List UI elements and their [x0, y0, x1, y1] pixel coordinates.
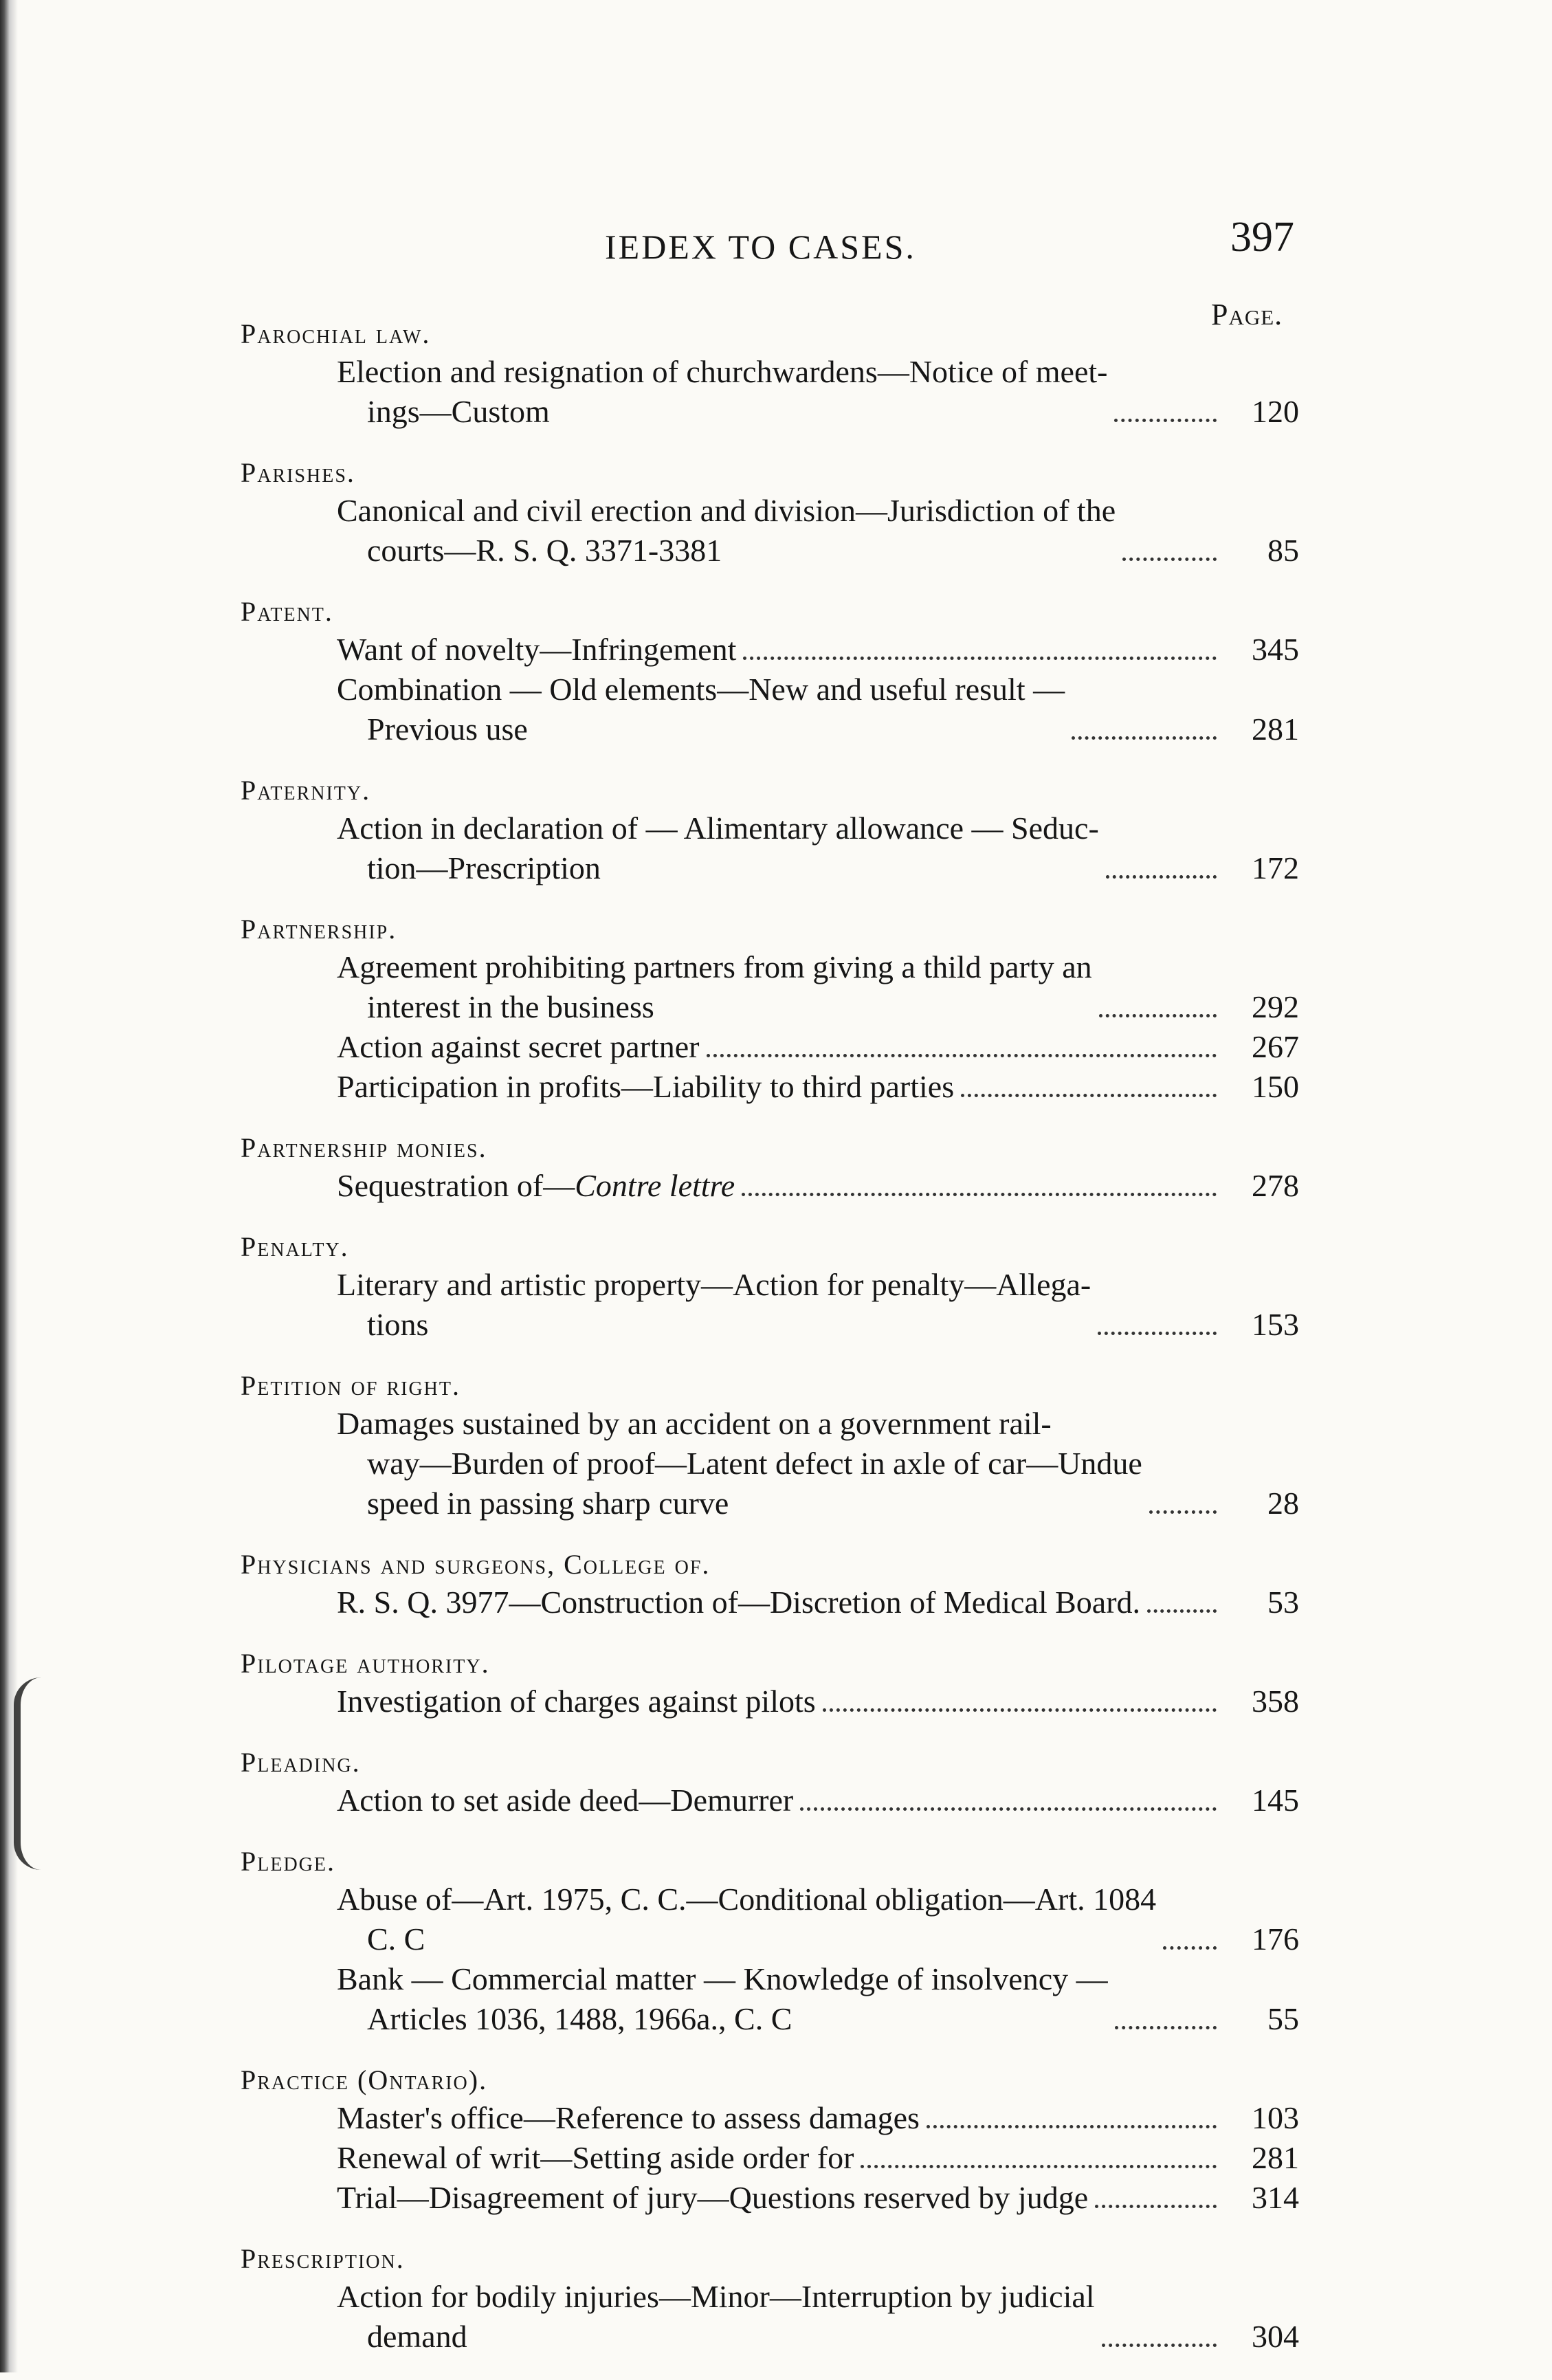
index-entry — [241, 670, 1299, 749]
entry-line: Action against secret partner — [337, 1029, 700, 1064]
index-entry — [241, 630, 1299, 670]
index-entry — [241, 1880, 1299, 1959]
entry-page-number: 172 — [1252, 850, 1299, 885]
binding-edge-shadow — [0, 0, 18, 2372]
entry-page-number: 28 — [1267, 1486, 1299, 1521]
leader-dots — [743, 657, 1217, 660]
index-entry — [241, 1265, 1299, 1345]
entry-line: Master's office—Reference to assess damages — [337, 2100, 920, 2135]
entry-text — [337, 352, 1107, 432]
index-section — [241, 455, 1299, 571]
index-heading: Practice (Ontario). — [241, 2064, 488, 2095]
leader-dots — [707, 1054, 1217, 1057]
entry-page-number: 345 — [1252, 632, 1299, 667]
entry-line: ings—Custom — [367, 394, 550, 429]
entry-line: way—Burden of proof—Latent defect in axle of car—Undue — [367, 1446, 1142, 1481]
entry-line: Participation in profits—Liability to third parties — [337, 1069, 955, 1104]
entry-page-number: 281 — [1252, 712, 1299, 747]
entry-line: Election and resignation of churchwardens—Notice of meet- — [337, 354, 1108, 389]
entry-text — [337, 2277, 1095, 2357]
index-entry — [241, 352, 1299, 432]
index-section — [241, 1646, 1299, 1721]
entry-page-number: 267 — [1252, 1029, 1299, 1064]
entry-text — [337, 1682, 816, 1721]
entry-line: Damages sustained by an accident on a government rail- — [337, 1406, 1052, 1441]
index-entry — [241, 1781, 1299, 1820]
index-heading: Paternity. — [241, 775, 371, 806]
entry-line: Articles 1036, 1488, 1966a., C. C — [367, 2001, 792, 2036]
entry-text — [337, 808, 1099, 888]
leader-dots — [1098, 1332, 1217, 1335]
entry-line: Trial—Disagreement of jury—Questions reserved by judge — [337, 2180, 1089, 2215]
index-section — [241, 1368, 1299, 1523]
index-heading: Penalty. — [241, 1231, 349, 1262]
leader-dots — [823, 1708, 1217, 1712]
index-section — [241, 316, 1299, 432]
entry-page-number: 281 — [1252, 2140, 1299, 2175]
index-entry — [241, 808, 1299, 888]
index-entry — [241, 2178, 1299, 2218]
leader-dots — [861, 2165, 1217, 2168]
index-entry — [241, 2098, 1299, 2138]
index-section — [241, 773, 1299, 888]
entry-page-number: 176 — [1252, 1921, 1299, 1957]
entry-line: Action to set aside deed—Demurrer — [337, 1783, 794, 1818]
entry-line: Action in declaration of — Alimentary allowance — Seduc- — [337, 811, 1099, 846]
entry-page-number: 292 — [1252, 989, 1299, 1024]
entry-line: Action for bodily injuries—Minor—Interruption by judicial — [337, 2279, 1095, 2314]
index-entry — [241, 2138, 1299, 2178]
entry-italic-text: Contre lettre — [575, 1168, 735, 1203]
leader-dots — [1106, 875, 1217, 879]
index-heading: Prescription. — [241, 2243, 405, 2274]
leader-dots — [1114, 419, 1217, 422]
leader-dots — [1115, 2026, 1217, 2029]
entry-text — [337, 1404, 1142, 1523]
entry-text — [337, 1781, 793, 1820]
index-section — [241, 1547, 1299, 1622]
index-heading: Pilotage authority. — [241, 1648, 490, 1679]
index-heading: Petition of right. — [241, 1370, 461, 1401]
entry-line: R. S. Q. 3977—Construction of—Discretion of Medical Board. — [337, 1585, 1141, 1620]
index-section — [241, 1229, 1299, 1345]
entry-text — [337, 1265, 1091, 1345]
entry-text — [337, 1880, 1156, 1959]
entry-page-number: 103 — [1252, 2100, 1299, 2135]
entry-page-number: 150 — [1252, 1069, 1299, 1104]
entry-text — [337, 1067, 954, 1107]
index-entry — [241, 947, 1299, 1027]
index-heading: Parochial law. — [241, 318, 431, 349]
entry-text — [337, 1027, 700, 1067]
index-entry — [241, 1583, 1299, 1622]
index-heading: Parishes. — [241, 457, 355, 488]
entry-text — [337, 2178, 1088, 2218]
index-entry — [241, 1166, 1299, 1206]
index-section — [241, 594, 1299, 749]
leader-dots — [1122, 558, 1217, 561]
leader-dots — [1072, 736, 1217, 740]
index-entry — [241, 1682, 1299, 1721]
entry-line: Renewal of writ—Setting aside order for — [337, 2140, 854, 2175]
entry-line: speed in passing sharp curve — [367, 1486, 729, 1521]
leader-dots — [1099, 1014, 1217, 1017]
index-entry — [241, 1959, 1299, 2039]
entry-text — [337, 1959, 1108, 2039]
entry-text — [337, 947, 1092, 1027]
entry-line: C. C — [367, 1921, 425, 1957]
index-section — [241, 1745, 1299, 1820]
index-entry — [241, 1027, 1299, 1067]
leader-dots — [800, 1807, 1217, 1811]
entry-page-number: 304 — [1252, 2319, 1299, 2354]
entry-line: tions — [367, 1307, 429, 1342]
entry-page-number: 314 — [1252, 2180, 1299, 2215]
page-column-label: Page. — [1211, 298, 1283, 331]
entry-text — [337, 1166, 735, 1206]
entry-page-number: 153 — [1252, 1307, 1299, 1342]
margin-ink-mark — [14, 1677, 69, 1870]
index-heading: Partnership. — [241, 914, 397, 945]
index-section — [241, 2062, 1299, 2218]
leader-dots — [927, 2125, 1217, 2128]
entry-line: Abuse of—Art. 1975, C. C.—Conditional obligation—Art. 1084 — [337, 1882, 1157, 1917]
entry-page-number: 85 — [1267, 533, 1299, 568]
index-entry — [241, 1067, 1299, 1107]
entry-line: Previous use — [367, 712, 528, 747]
entry-line: Bank — Commercial matter — Knowledge of insolvency — — [337, 1961, 1108, 1996]
entry-line: demand — [367, 2319, 467, 2354]
index-entry — [241, 491, 1299, 571]
entry-text — [337, 2138, 854, 2178]
entry-text — [337, 1583, 1140, 1622]
leader-dots — [1149, 1510, 1217, 1514]
entry-page-number: 55 — [1267, 2001, 1299, 2036]
index-section — [241, 912, 1299, 1107]
index-heading: Pleading. — [241, 1747, 361, 1778]
index-entry — [241, 2277, 1299, 2357]
entry-line: tion—Prescription — [367, 850, 601, 885]
leader-dots — [961, 1094, 1217, 1097]
index-heading: Patent. — [241, 596, 333, 627]
entry-line: courts—R. S. Q. 3371-3381 — [367, 533, 722, 568]
entry-line: Agreement prohibiting partners from giving a thild party an — [337, 949, 1092, 984]
page-number: 397 — [1230, 214, 1294, 261]
entry-text — [337, 670, 1065, 749]
index-list — [241, 316, 1299, 2380]
entry-text — [337, 630, 736, 670]
entry-page-number: 358 — [1252, 1684, 1299, 1719]
leader-dots — [1147, 1609, 1217, 1613]
entry-page-number: 120 — [1252, 394, 1299, 429]
leader-dots — [1095, 2205, 1217, 2208]
entry-page-number: 53 — [1267, 1585, 1299, 1620]
entry-line: Literary and artistic property—Action for penalty—Allega- — [337, 1267, 1091, 1302]
leader-dots — [1102, 2344, 1217, 2347]
entry-text — [337, 2098, 920, 2138]
entry-line: Canonical and civil erection and division—Jurisdiction of the — [337, 493, 1116, 528]
index-heading: Partnership monies. — [241, 1132, 487, 1163]
leader-dots — [742, 1193, 1217, 1196]
index-heading: Pledge. — [241, 1846, 335, 1877]
leader-dots — [1163, 1946, 1217, 1950]
running-title: IEDEX TO CASES. — [605, 228, 916, 266]
index-section — [241, 1844, 1299, 2039]
entry-line: interest in the business — [367, 989, 654, 1024]
entry-line: Sequestration of— — [337, 1168, 575, 1203]
entry-text — [337, 491, 1116, 571]
entry-line: Combination — Old elements—New and useful result — — [337, 672, 1065, 707]
index-heading: Physicians and surgeons, College of. — [241, 1549, 711, 1580]
entry-line: Want of novelty—Infringement — [337, 632, 737, 667]
entry-page-number: 145 — [1252, 1783, 1299, 1818]
entry-page-number: 278 — [1252, 1168, 1299, 1203]
index-entry — [241, 1404, 1299, 1523]
index-section — [241, 1130, 1299, 1206]
index-section — [241, 2241, 1299, 2357]
entry-line: Investigation of charges against pilots — [337, 1684, 816, 1719]
